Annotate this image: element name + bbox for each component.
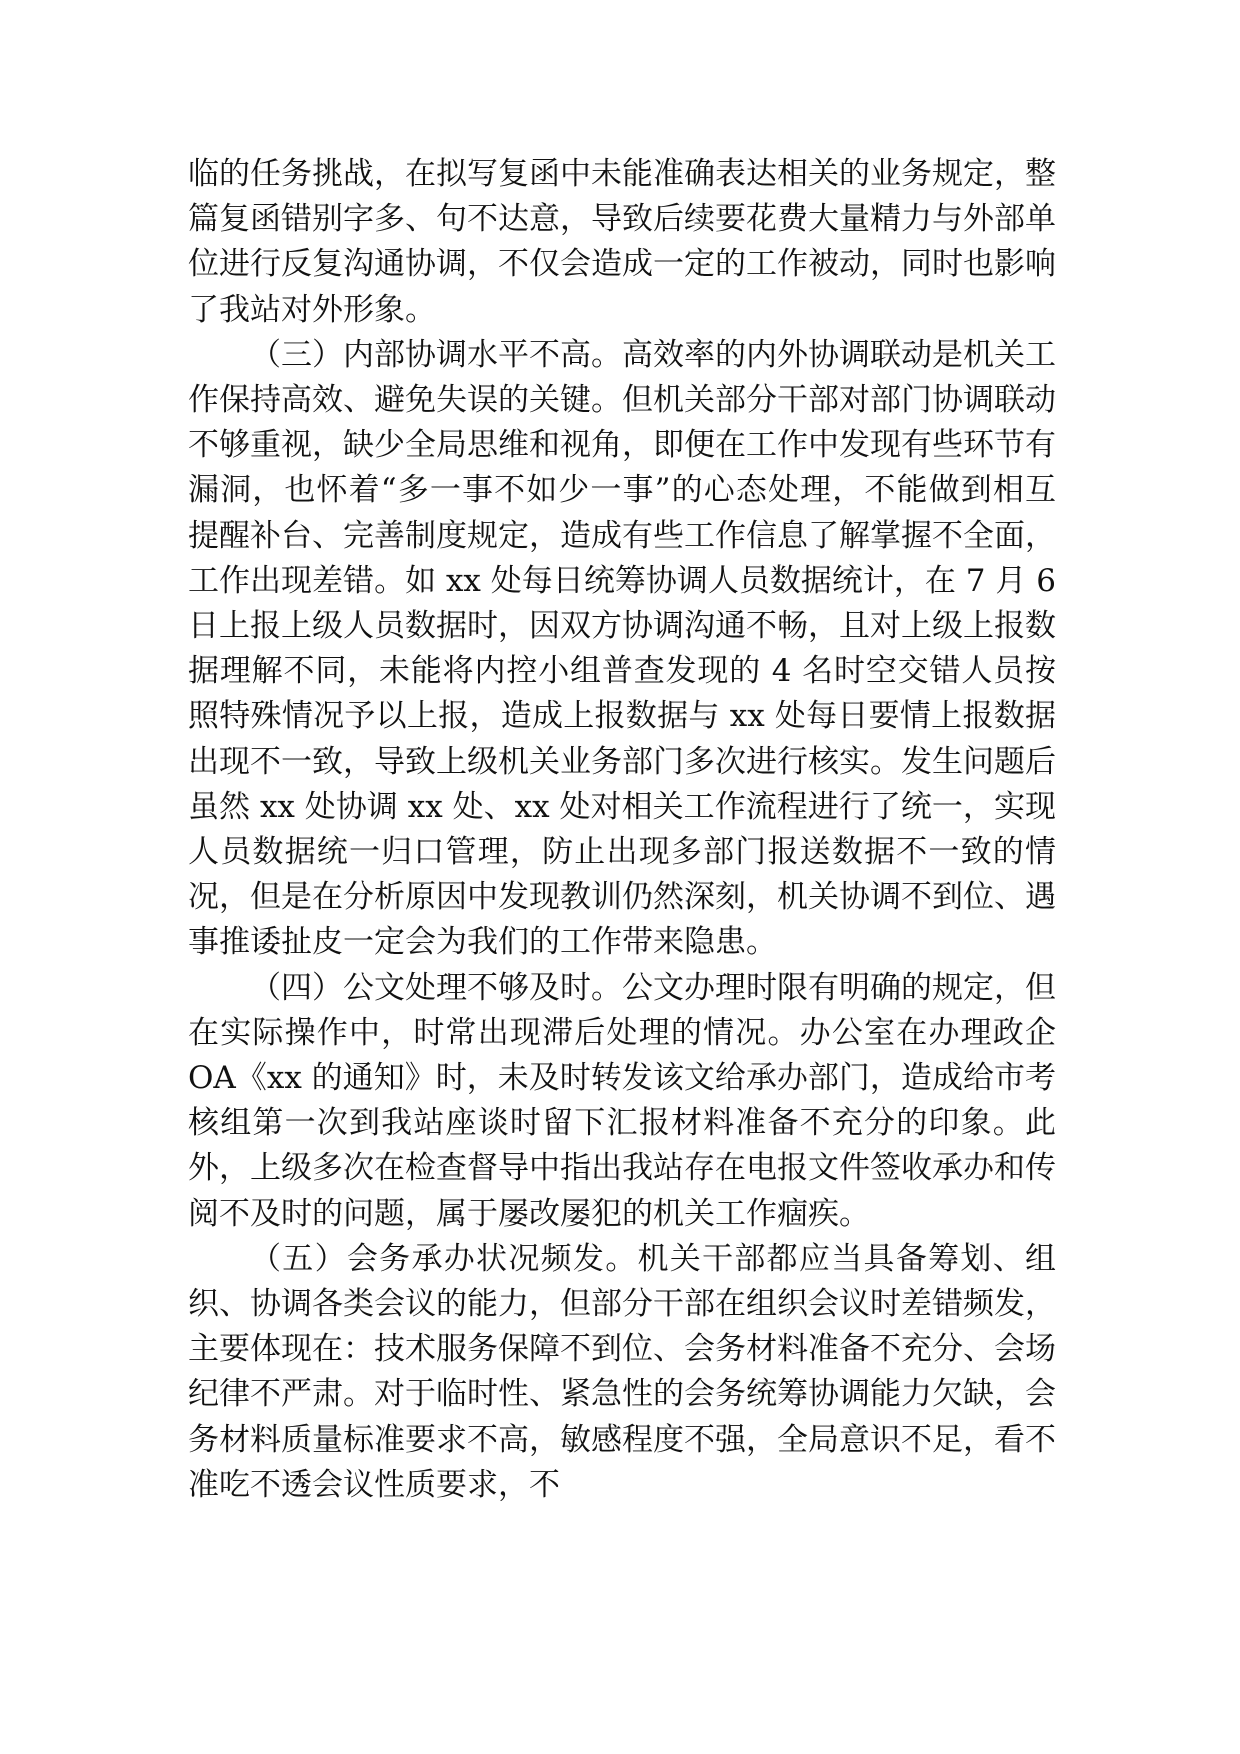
- paragraph-continuation: 临的任务挑战，在拟写复函中未能准确表达相关的业务规定，整篇复函错别字多、句不达意，导致后续要花费大量精力与外部单位进行反复沟通协调，不仅会造成一定的工作被动，同时也影响了我站对外形象。: [188, 156, 1056, 328]
- document-body: [188, 152, 1056, 1508]
- paragraph-meeting-affairs: （五）会务承办状况频发。机关干部都应当具备筹划、组织、协调各类会议的能力，但部分干部在组织会议时差错频发，主要体现在：技术服务保障不到位、会务材料准备不充分、会场纪律不严肃。对于临时性、紧急性的会务统筹协调能力欠缺，会务材料质量标准要求不高，敏感程度不强，全局意识不足，看不准吃不透会议性质要求，不: [188, 1240, 1056, 1503]
- paragraph-document-processing: （四）公文处理不够及时。公文办理时限有明确的规定，但在实际操作中，时常出现滞后处理的情况。办公室在办理政企 OA《xx 的通知》时，未及时转发该文给承办部门，造成给市考核组第一次到我站座谈时留下汇报材料准备不充分的印象。此外，上级多次在检查督导中指出我站存在电报文件签收承办和传阅不及时的问题，属于屡改屡犯的机关工作痼疾。: [188, 969, 1056, 1232]
- paragraph-internal-coordination: （三）内部协调水平不高。高效率的内外协调联动是机关工作保持高效、避免失误的关键。但机关部分干部对部门协调联动不够重视，缺少全局思维和视角，即便在工作中发现有些环节有漏洞，也怀着“多一事不如少一事”的心态处理，不能做到相互提醒补台、完善制度规定，造成有些工作信息了解掌握不全面，工作出现差错。如 xx 处每日统筹协调人员数据统计，在 7 月 6 日上报上级人员数据时，因双方协调沟通不畅，且对上级上报数据理解不同，未能将内控小组普查发现的 4 名时空交错人员按照特殊情况予以上报，造成上报数据与 xx 处每日要情上报数据出现不一致，导致上级机关业务部门多次进行核实。发生问题后虽然 xx 处协调 xx 处、xx 处对相关工作流程进行了统一，实现人员数据统一归口管理，防止出现多部门报送数据不一致的情况，但是在分析原因中发现教训仍然深刻，机关协调不到位、遇事推诿扯皮一定会为我们的工作带来隐患。: [188, 336, 1056, 961]
